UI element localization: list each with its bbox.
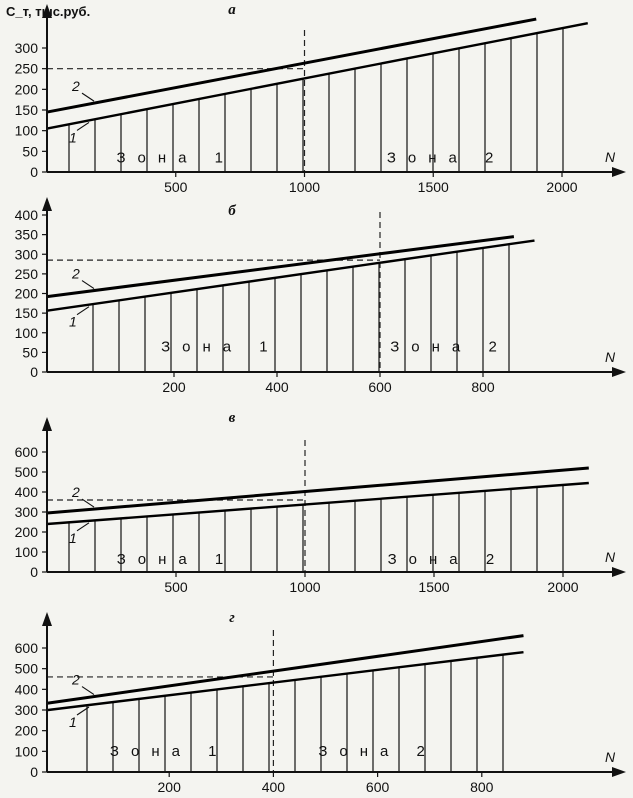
- y-axis-arrow: [42, 197, 52, 211]
- zone-2-label: Зона 2: [387, 551, 507, 568]
- zone-1-label: Зона 1: [161, 338, 280, 356]
- series-2-tag: 2: [72, 671, 80, 688]
- x-axis-arrow: [612, 567, 626, 577]
- series-1-leader: [77, 523, 89, 531]
- y-tick-label: 0: [30, 364, 38, 380]
- y-tick-label: 200: [14, 81, 38, 98]
- series-1-tag: 1: [69, 129, 77, 146]
- series-2-leader: [82, 281, 94, 289]
- series-2-tag: 2: [72, 78, 80, 95]
- y-tick-label: 350: [14, 226, 38, 243]
- y-axis-arrow: [42, 417, 52, 431]
- y-axis-arrow: [42, 612, 52, 626]
- series-1-tag: 1: [69, 714, 77, 731]
- y-tick-label: 100: [14, 544, 38, 560]
- y-tick-label: 600: [14, 640, 38, 656]
- x-tick-label: 200: [162, 379, 186, 395]
- x-tick-label: 1500: [417, 179, 449, 195]
- y-tick-label: 400: [14, 681, 38, 698]
- series-2-line: [47, 468, 589, 513]
- zone-2-label: Зона 2: [390, 338, 509, 356]
- x-axis-title: N: [604, 149, 616, 165]
- panel-label: г: [229, 610, 235, 626]
- x-tick-label: 200: [157, 779, 181, 795]
- zone-1-label: Зона 1: [109, 742, 229, 760]
- x-axis-title: N: [604, 549, 616, 565]
- panel-1: [6, 2, 626, 195]
- y-tick-label: 0: [30, 764, 38, 780]
- series-1-leader: [77, 307, 89, 315]
- zone-1-label: Зона 1: [116, 149, 236, 167]
- series-1-line: [47, 652, 523, 710]
- x-tick-label: 600: [365, 779, 390, 795]
- x-axis-arrow: [612, 767, 626, 777]
- series-2-line: [47, 19, 536, 112]
- y-tick-label: 0: [30, 164, 38, 180]
- y-tick-label: 200: [14, 524, 38, 540]
- y-tick-label: 300: [14, 246, 38, 263]
- x-tick-label: 2000: [546, 179, 578, 195]
- y-tick-label: 600: [14, 444, 38, 460]
- y-tick-label: 150: [14, 305, 38, 322]
- x-tick-label: 500: [164, 179, 188, 195]
- panel-4: [15, 610, 626, 795]
- y-tick-label: 250: [14, 265, 38, 282]
- x-tick-label: 400: [261, 779, 286, 795]
- y-axis-title: C_т, тыс.руб.: [6, 4, 91, 19]
- series-2-leader: [82, 93, 94, 101]
- y-tick-label: 50: [22, 143, 38, 160]
- y-tick-label: 300: [14, 40, 38, 56]
- x-tick-label: 2000: [547, 579, 579, 595]
- series-2-tag: 2: [72, 265, 80, 282]
- x-tick-label: 800: [471, 379, 495, 395]
- series-1-line: [47, 23, 588, 128]
- y-tick-label: 200: [14, 722, 38, 739]
- y-tick-label: 400: [14, 207, 38, 223]
- y-tick-label: 400: [14, 484, 38, 500]
- y-tick-label: 100: [14, 324, 38, 341]
- y-tick-label: 150: [14, 102, 38, 118]
- series-1-tag: 1: [69, 529, 77, 546]
- x-axis-arrow: [612, 167, 626, 177]
- y-tick-label: 500: [14, 660, 38, 677]
- y-tick-label: 250: [14, 60, 38, 77]
- series-2-line: [47, 237, 514, 297]
- y-tick-label: 300: [14, 504, 38, 520]
- y-tick-label: 300: [14, 702, 38, 718]
- y-tick-label: 0: [30, 564, 38, 580]
- series-2-leader: [82, 687, 94, 695]
- series-1-line: [47, 241, 535, 311]
- zone-2-label: Зона 2: [318, 742, 437, 760]
- y-tick-label: 100: [14, 743, 38, 760]
- y-tick-label: 100: [14, 122, 38, 139]
- series-1-tag: 1: [69, 313, 77, 330]
- x-tick-label: 1000: [288, 179, 321, 195]
- y-tick-label: 500: [14, 464, 38, 480]
- x-axis-title: N: [604, 349, 616, 365]
- panel-3: [15, 410, 626, 595]
- y-tick-label: 50: [22, 344, 38, 361]
- panel-label: б: [228, 203, 236, 219]
- series-2-tag: 2: [72, 484, 80, 501]
- x-axis-title: N: [604, 749, 616, 765]
- x-tick-label: 800: [470, 779, 494, 795]
- x-tick-label: 600: [368, 379, 392, 395]
- panel-label: в: [228, 410, 236, 426]
- y-tick-label: 200: [14, 285, 38, 302]
- x-tick-label: 400: [265, 379, 289, 395]
- series-2-line: [47, 636, 523, 704]
- x-axis-arrow: [612, 367, 626, 377]
- zone-2-label: Зона 2: [386, 149, 506, 167]
- x-tick-label: 500: [164, 579, 188, 595]
- x-tick-label: 1500: [418, 579, 450, 595]
- panel-label: а: [228, 2, 236, 18]
- zone-1-label: Зона 1: [116, 551, 236, 568]
- x-tick-label: 1000: [289, 579, 321, 595]
- panel-2: [15, 197, 626, 395]
